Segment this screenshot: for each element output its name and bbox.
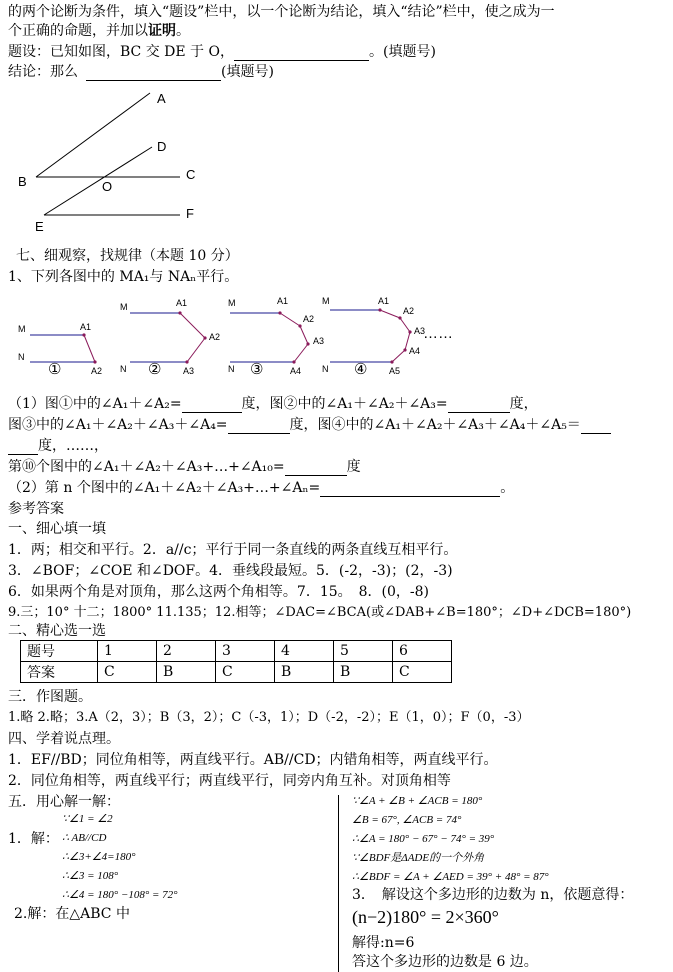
- right-line-3: 3． 解设这个多边形的边数为 n，依题意得：: [352, 887, 634, 903]
- intro-prove-word: 证明: [148, 23, 176, 39]
- fig3-A3: A3: [313, 336, 325, 346]
- fig1-N: N: [18, 352, 25, 362]
- q5-blank[interactable]: [320, 482, 500, 497]
- fig4-M: M: [322, 296, 330, 306]
- right-math-4: ∵∠BDF是ΔADE的一个外角: [352, 852, 485, 864]
- answer-table-header-row: [21, 641, 452, 662]
- answers-s5: 五．用心解一解：: [8, 794, 120, 810]
- answers-s1-line3: 6．如果两个角是对顶角，那么这两个角相等。7．15。 8．(0，-8): [8, 584, 430, 600]
- premise-line: [8, 43, 436, 61]
- fig1-dot-a1: [82, 333, 85, 336]
- fig1-A1: A1: [80, 322, 92, 332]
- fig4-A1: A1: [378, 296, 390, 306]
- table-header-cell: 4: [275, 641, 334, 662]
- answers-s4: 四、学着说点理。: [8, 731, 120, 747]
- right-line-5: 答这个多边形的边数是 6 边。: [352, 954, 538, 970]
- fig2-A2: A2: [209, 332, 221, 342]
- q-line-5: [8, 479, 514, 497]
- conclusion-label: 结论：那么: [8, 64, 78, 80]
- fig-num-3: ③: [250, 361, 264, 378]
- table-cell: B: [157, 662, 216, 683]
- table-header-cell: 5: [334, 641, 393, 662]
- answers-s3: 三．作图题。: [8, 689, 92, 705]
- fig1-a1a2: [84, 335, 95, 362]
- fig4-A3: A3: [414, 326, 426, 336]
- q4-part-a: 第⑩个图中的∠A₁＋∠A₂＋∠A₃+…+∠A₁₀=: [8, 459, 285, 475]
- fig1-dot-a2: [93, 360, 96, 363]
- fig4-dot-a1: [378, 308, 381, 311]
- right-math-5: ∴∠BDF = ∠A + ∠AED = 39° + 48° = 87°: [352, 871, 549, 883]
- left-math-2: ∴ AB//CD: [62, 832, 107, 844]
- fig1-A2: A2: [91, 366, 103, 376]
- q-line-2: [8, 416, 611, 434]
- q4-part-b: 度: [346, 459, 361, 475]
- left-math-3: ∴∠3+∠4=180°: [62, 851, 136, 863]
- right-math-3: ∴∠A = 180° − 67° − 74° = 39°: [352, 833, 495, 845]
- right-math-1: ∵∠A + ∠B + ∠ACB = 180°: [352, 795, 483, 807]
- label-O: O: [102, 179, 113, 194]
- intro-line-2a: 个正确的命题，并加以: [8, 23, 148, 39]
- answers-title: 参考答案: [8, 501, 64, 517]
- q1-part-c: 度，: [509, 396, 538, 412]
- fig3-A2: A2: [303, 314, 315, 324]
- q2-blank-1[interactable]: [228, 419, 290, 434]
- fig4-A4: A4: [409, 346, 421, 356]
- fig4-A2: A2: [403, 306, 415, 316]
- right-math-2: ∠B = 67°, ∠ACB = 74°: [352, 814, 462, 826]
- table-cell: C: [98, 662, 157, 683]
- answers-s3-line1: 1.略 2.略；3.A（2，3）；B（3，2）；C（-3，1）；D（-2，-2）；E（1，0）；F（0，-3）: [8, 710, 530, 725]
- fig3-dot-a4: [292, 360, 295, 363]
- figure-intersecting-lines: [0, 85, 220, 235]
- q-line-4: [8, 458, 361, 476]
- q4-blank[interactable]: [285, 461, 347, 476]
- table-header-cell: 2: [157, 641, 216, 662]
- fig2-A3: A3: [183, 366, 195, 376]
- table-cell: C: [216, 662, 275, 683]
- fig2-dot-a2: [203, 336, 206, 339]
- label-F: F: [186, 206, 194, 221]
- fig4-dot-a5: [390, 360, 393, 363]
- table-header-cell: 题号: [21, 641, 98, 662]
- answers-s1-line2: 3．∠BOF；∠COE 和∠DOF。4．垂线段最短。5．(-2，-3)；(2，-3): [8, 563, 453, 579]
- fig4-dot-a4: [403, 348, 406, 351]
- fig4-dot-a3: [408, 330, 411, 333]
- conclusion-blank[interactable]: [86, 66, 221, 81]
- q1-blank-2[interactable]: [448, 398, 510, 413]
- conclusion-line: [8, 63, 274, 81]
- premise-label: 题设：已知如图，BC 交 DE 于 O，: [8, 44, 234, 60]
- section7-q1: 1、下列各图中的 MA₁与 NAₙ平行。: [8, 269, 239, 285]
- left-sol1-label: 1．解：: [8, 831, 59, 847]
- column-divider: [338, 795, 339, 972]
- premise-hint: 。(填题号): [368, 44, 436, 60]
- section7-title: 七、细观察，找规律（本题 10 分）: [16, 248, 239, 264]
- q2-part-a: 图③中的∠A₁＋∠A₂＋∠A₃＋∠A₄=: [8, 417, 228, 433]
- fig3-a2a3: [300, 326, 308, 344]
- fig1-M: M: [18, 324, 26, 334]
- fig3-a1a2: [280, 313, 300, 326]
- fig2-A1: A1: [176, 298, 188, 308]
- fig2-N: N: [120, 364, 127, 374]
- table-cell: C: [393, 662, 452, 683]
- fig3-dot-a3: [306, 342, 309, 345]
- fig2-M: M: [120, 302, 128, 312]
- q2-blank-2[interactable]: [581, 419, 611, 434]
- answers-s1: 一、细心填一填: [8, 521, 106, 537]
- q5-part-a: （2）第 n 个图中的∠A₁＋∠A₂＋∠A₃+…+∠Aₙ=: [8, 480, 321, 496]
- answers-s4-line2: 2．同位角相等，两直线平行；两直线平行，同旁内角互补。对顶角相等: [8, 773, 451, 789]
- fig4-a2a3: [400, 318, 410, 332]
- q3-blank[interactable]: [8, 440, 38, 455]
- table-cell: 答案: [21, 662, 98, 683]
- fig4-dot-a2: [398, 316, 401, 319]
- fig2-dot-a1: [178, 311, 181, 314]
- intro-line-1: 的两个论断为条件，填入“题设”栏中，以一个论断为结论，填入“结论”栏中，使之成为一: [8, 4, 555, 20]
- fig2-a2a3: [187, 338, 205, 362]
- fig4-N: N: [322, 364, 329, 374]
- fig3-a3a4: [294, 344, 308, 362]
- fig2-a1a2: [180, 313, 205, 338]
- left-math-4: ∴∠3 = 108°: [62, 870, 119, 882]
- right-line-4: 解得:n=6: [352, 935, 415, 951]
- label-C: C: [186, 167, 196, 182]
- intro-line-2: [8, 22, 190, 40]
- fig-num-2: ②: [148, 361, 162, 378]
- answer-table: [20, 640, 452, 683]
- q5-part-b: 。: [500, 480, 515, 496]
- fig3-N: N: [228, 364, 235, 374]
- intro-line-2c: 。: [176, 23, 190, 39]
- fig4-ellipsis: ……: [423, 325, 453, 342]
- figure-pattern: [0, 292, 520, 380]
- fig3-dot-a2: [298, 324, 301, 327]
- fig3-M: M: [228, 298, 236, 308]
- line-oa: [36, 93, 150, 177]
- premise-blank[interactable]: [234, 46, 369, 61]
- q-line-1: [8, 395, 538, 413]
- q1-part-b: 度，图②中的∠A₁＋∠A₂＋∠A₃=: [241, 396, 448, 412]
- q2-part-b: 度，图④中的∠A₁＋∠A₂＋∠A₃＋∠A₄＋∠A₅＝: [289, 417, 581, 433]
- line-ed: [44, 147, 152, 215]
- fig4-a4a5: [392, 350, 405, 362]
- fig2-dot-a3: [185, 360, 188, 363]
- left-math-5: ∴∠4 = 180° −108° = 72°: [62, 889, 178, 901]
- q3-text: 度，……，: [38, 438, 108, 454]
- label-D: D: [157, 139, 167, 154]
- table-cell: B: [334, 662, 393, 683]
- answers-s2: 二、精心选一选: [8, 623, 106, 639]
- conclusion-hint: (填题号): [221, 64, 274, 80]
- left-math-1: ∵∠1 = ∠2: [62, 813, 113, 825]
- table-header-cell: 3: [216, 641, 275, 662]
- answers-s1-line1: 1．两；相交和平行。2．a//c；平行于同一条直线的两条直线互相平行。: [8, 542, 458, 558]
- fig3-A1: A1: [277, 296, 289, 306]
- fig-num-4: ④: [354, 361, 368, 378]
- label-E: E: [35, 219, 44, 234]
- q-line-3: [8, 437, 108, 455]
- label-B: B: [18, 174, 27, 189]
- fig4-a1a2: [380, 310, 400, 318]
- fig3-dot-a1: [278, 311, 281, 314]
- answers-s1-line4: 9.三；10° 十二；1800° 11.135；12.相等；∠DAC=∠BCA(或∠DAB+∠B=180°；∠D+∠DCB=180°): [8, 605, 632, 620]
- fig-num-1: ①: [48, 361, 62, 378]
- left-sol2-label: 2.解：在△ABC 中: [14, 906, 130, 922]
- q1-part-a: （1）图①中的∠A₁＋∠A₂=: [8, 396, 182, 412]
- table-header-cell: 1: [98, 641, 157, 662]
- table-cell: B: [275, 662, 334, 683]
- label-A: A: [157, 91, 166, 106]
- fig4-A5: A5: [389, 366, 401, 376]
- table-header-cell: 6: [393, 641, 452, 662]
- right-equation: (n−2)180° = 2×360°: [352, 907, 499, 927]
- fig3-A4: A4: [290, 366, 302, 376]
- q1-blank-1[interactable]: [182, 398, 242, 413]
- answer-table-row: [21, 662, 452, 683]
- answers-s4-line1: 1．EF//BD；同位角相等，两直线平行。AB//CD；内错角相等，两直线平行。: [8, 752, 498, 768]
